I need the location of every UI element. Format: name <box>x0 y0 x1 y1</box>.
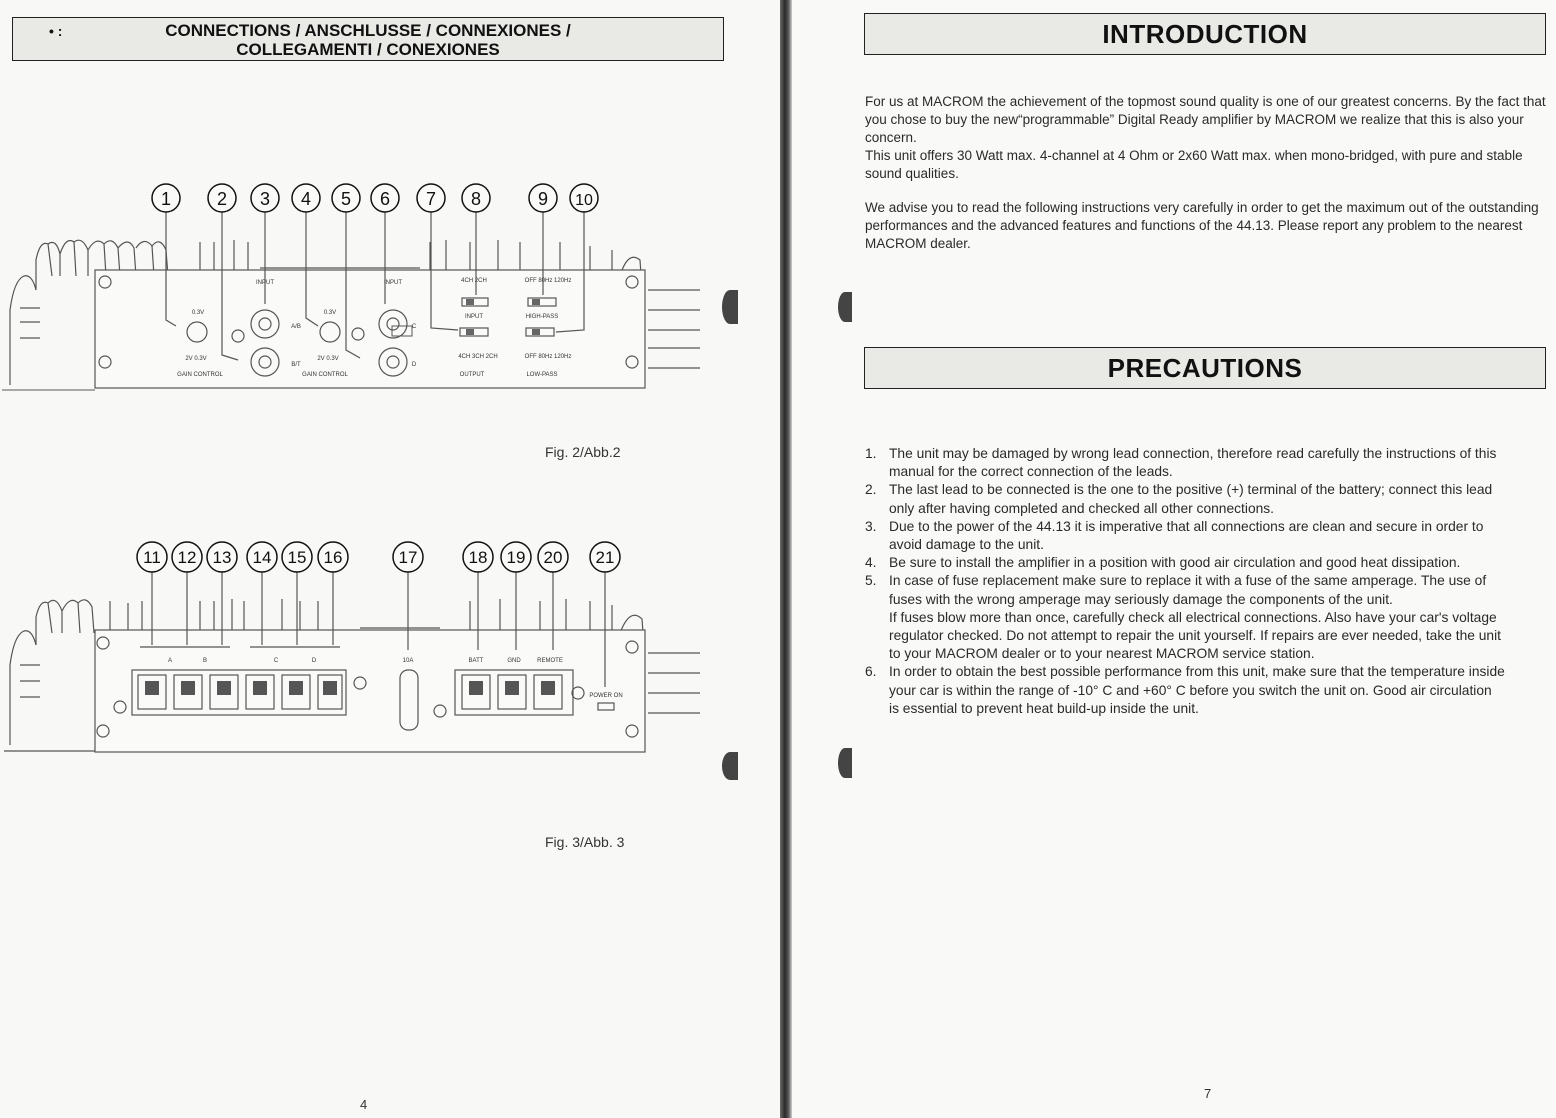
item-text: The unit may be damaged by wrong lead connection, therefore read carefully the instructions of this manual for the correct connection of the leads. <box>889 446 1497 480</box>
label-c: C <box>411 324 417 330</box>
item-extra-text: If fuses blow more than once, carefully check all electrical connections. Also have your car's voltage regulator checked. Do not attempt to repair the unit yourself. If repairs are ever needed, take the unit to your MACROM dealer or to your nearest MACROM service station. <box>889 609 1502 662</box>
label-batt: BATT <box>468 658 484 664</box>
callout-20: 20 <box>543 548 563 567</box>
callout-13: 13 <box>212 548 232 567</box>
list-item <box>865 481 1505 517</box>
page-number-right: 7 <box>1204 1086 1212 1101</box>
callout-16: 16 <box>323 548 343 567</box>
right-page <box>792 0 1556 1118</box>
label-gain1-top: 0.3V <box>191 310 205 316</box>
callout-3: 3 <box>259 189 271 209</box>
label-input-sw: INPUT <box>465 314 483 320</box>
callout-6: 6 <box>379 189 391 209</box>
item-text: In order to obtain the best possible performance from this unit, make sure that the temperature inside your car is within the range of -10° C and +60° C before you switch the unit on. Good air circulation is essential to prevent heat build-up inside the unit. <box>889 664 1505 716</box>
label-bt: B/T <box>291 362 301 368</box>
label-gain2-top: 0.3V <box>323 310 337 316</box>
introduction-header: INTRODUCTION <box>864 13 1546 55</box>
connections-header <box>12 17 724 61</box>
figure-3-caption: Fig. 3/Abb. 3 <box>545 834 625 850</box>
intro-paragraph-1: For us at MACROM the achievement of the topmost sound quality is one of our greatest concerns. By the fact that you chose to buy the new“programmable” Digital Ready amplifier by MACROM we realize that this is also your concern. <box>865 94 1546 145</box>
label-lp-top: OFF 80Hz 120Hz <box>524 354 572 360</box>
label-gain-control-1: GAIN CONTROL <box>177 372 223 378</box>
callout-14: 14 <box>252 548 272 567</box>
callout-15: 15 <box>287 548 307 567</box>
label-high-pass: HIGH-PASS <box>525 314 559 320</box>
list-item <box>865 554 1505 572</box>
label-c: C <box>273 658 279 664</box>
callout-9: 9 <box>537 189 549 209</box>
label-gnd: GND <box>507 658 521 664</box>
item-text: Due to the power of the 44.13 it is imperative that all connections are clean and secure in order to avoid damage to the unit. <box>889 518 1484 553</box>
callout-1: 1 <box>160 189 172 209</box>
item-number: 5. <box>865 573 877 589</box>
callout-7: 7 <box>425 189 437 209</box>
list-item <box>865 445 1505 481</box>
header-bullets: • : <box>49 23 63 39</box>
callout-18: 18 <box>468 548 488 567</box>
header-line-1: CONNECTIONS / ANSCHLUSSE / CONNEXIONES / <box>165 21 571 40</box>
label-gain-control-2: GAIN CONTROL <box>302 372 348 378</box>
callout-5: 5 <box>340 189 352 209</box>
item-number: 3. <box>865 518 877 534</box>
callout-19: 19 <box>506 548 526 567</box>
label-gain1-bottom: 2V 0.3V <box>185 356 207 362</box>
item-number: 1. <box>865 446 877 461</box>
label-ab: A/B <box>291 324 301 330</box>
item-text: The last lead to be connected is the one to the positive (+) terminal of the battery; connect this lead only after having completed and checked all other connections. <box>889 482 1493 516</box>
precautions-list <box>865 445 1505 718</box>
label-b: B <box>202 658 208 664</box>
figure-3 <box>0 535 740 765</box>
introduction-text <box>865 93 1547 269</box>
item-number: 4. <box>865 555 877 571</box>
binding-hole-mark <box>838 292 852 322</box>
label-input-sw-top: 4CH 2CH <box>461 278 487 284</box>
list-item <box>865 663 1505 718</box>
label-d: D <box>311 658 317 664</box>
label-hp-top: OFF 80Hz 120Hz <box>524 278 572 284</box>
label-d: D <box>411 362 417 368</box>
figure-2-caption: Fig. 2/Abb.2 <box>545 444 621 460</box>
label-gain2-bottom: 2V 0.3V <box>317 356 339 362</box>
figure-3-drawing <box>0 535 740 765</box>
intro-paragraph-3: We advise you to read the following instructions very carefully in order to get the maximum out of the outstanding performances and the advanced features and functions of the 44.13. Please report any problem to the nearest MACROM dealer. <box>865 200 1539 251</box>
item-text: Be sure to install the amplifier in a position with good air circulation and good heat dissipation. <box>889 555 1461 571</box>
callout-8: 8 <box>470 189 482 209</box>
page-number-left: 4 <box>360 1097 368 1112</box>
label-input-ab: INPUT <box>256 280 274 286</box>
label-output-sw-top: 4CH 3CH 2CH <box>458 354 498 360</box>
intro-paragraph-2: This unit offers 30 Watt max. 4-channel at 4 Ohm or 2x60 Watt max. when mono-bridged, with pure and stable sound qualities. <box>865 148 1523 181</box>
item-number: 2. <box>865 482 877 498</box>
book-spine <box>780 0 792 1118</box>
binding-hole-mark <box>722 290 738 324</box>
label-output-sw: OUTPUT <box>459 372 485 378</box>
callout-11: 11 <box>143 548 161 567</box>
label-a: A <box>167 658 173 664</box>
binding-hole-mark <box>722 752 738 780</box>
callout-12: 12 <box>177 548 197 567</box>
callout-10: 10 <box>575 192 593 209</box>
list-item <box>865 518 1505 554</box>
label-power-on: POWER ON <box>589 693 623 699</box>
callout-21: 21 <box>595 548 615 567</box>
item-text: In case of fuse replacement make sure to replace it with a fuse of the same amperage. The use of fuses with the wrong amperage may seriously damage the components of the unit. <box>889 573 1487 607</box>
label-input-cd: INPUT <box>384 280 402 286</box>
binding-hole-mark <box>838 748 852 778</box>
figure-2-drawing <box>0 180 740 400</box>
callout-17: 17 <box>398 548 418 567</box>
callout-2: 2 <box>216 189 228 209</box>
figure-2 <box>0 180 740 400</box>
label-fuse: 10A <box>402 658 414 664</box>
list-item <box>865 572 1505 663</box>
callout-4: 4 <box>300 189 312 209</box>
label-low-pass: LOW-PASS <box>526 372 558 378</box>
precautions-header: PRECAUTIONS <box>864 347 1546 389</box>
item-number: 6. <box>865 664 877 680</box>
label-remote: REMOTE <box>537 658 563 664</box>
header-line-2: COLLEGAMENTI / CONEXIONES <box>236 40 500 59</box>
